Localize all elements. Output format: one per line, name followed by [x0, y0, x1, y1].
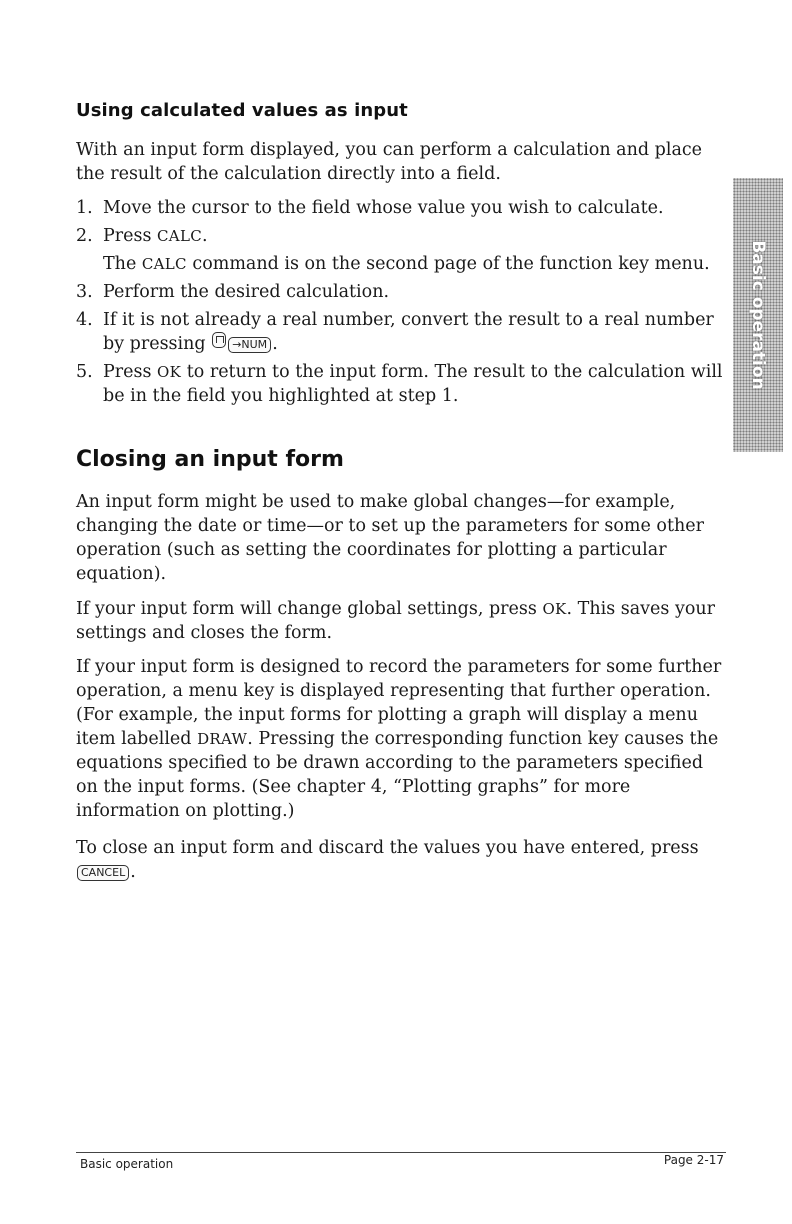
intro-paragraph: With an input form displayed, you can perform a calculation and place the result of the calculation directly into a field. — [76, 140, 703, 184]
side-tab-label: Basic operation — [748, 240, 768, 390]
footer-chapter-title: Basic operation — [80, 1157, 174, 1171]
steps-list — [76, 196, 726, 412]
draw-menu-key: DRAW — [197, 730, 248, 748]
ok-menu-key: OK — [542, 600, 567, 618]
section-heading-closing-form: Closing an input form — [76, 447, 344, 472]
step-item: 1. Move the cursor to the field whose value you wish to calculate. — [76, 198, 664, 218]
step-item: 5. Press OK to return to the input form. The result to the calculation will be in the field you highlighted at step 1. — [76, 362, 723, 406]
to-num-keycap: →NUM — [228, 337, 271, 353]
calc-menu-key: CALC — [157, 227, 202, 245]
footer-page-number: Page 2-17 — [663, 1153, 724, 1167]
paragraph-global-changes: An input form might be used to make global changes—for example, changing the date or time—or to set up the parameters for some other operation (such as setting the coordinates for plotting a particular equation). — [76, 492, 704, 584]
ok-menu-key: OK — [157, 363, 182, 381]
chapter-side-tab — [733, 178, 783, 452]
section-heading-calculated-values: Using calculated values as input — [76, 100, 408, 121]
step-note: The CALC command is on the second page of the function key menu. — [103, 254, 710, 274]
step-item: 2. Press CALC. The CALC command is on the second page of the function key menu. — [76, 224, 726, 276]
paragraph-global-settings: If your input form will change global settings, press OK. This saves your settings and closes the form. — [76, 599, 716, 643]
paragraph-further-operation: If your input form is designed to record the parameters for some further operation, a menu key is displayed representing that further operation. (For example, the input forms for plotting a graph will display a menu item labelled DRAW. Pressing the corresponding function key causes the equations specified to be drawn according to the parameters specified on the input forms. (See chapter 4, “Plotting graphs” for more information on plotting.) — [76, 657, 722, 821]
step-item: 3. Perform the desired calculation. — [76, 282, 390, 302]
paragraph-cancel: To close an input form and discard the values you have entered, press CANCEL . — [76, 838, 699, 882]
shift-key-icon — [212, 332, 226, 348]
cancel-keycap: CANCEL — [77, 865, 129, 881]
step-item: 4. If it is not already a real number, convert the result to a real number by pressing →NUM . — [76, 310, 714, 354]
footer-divider — [76, 1152, 726, 1153]
